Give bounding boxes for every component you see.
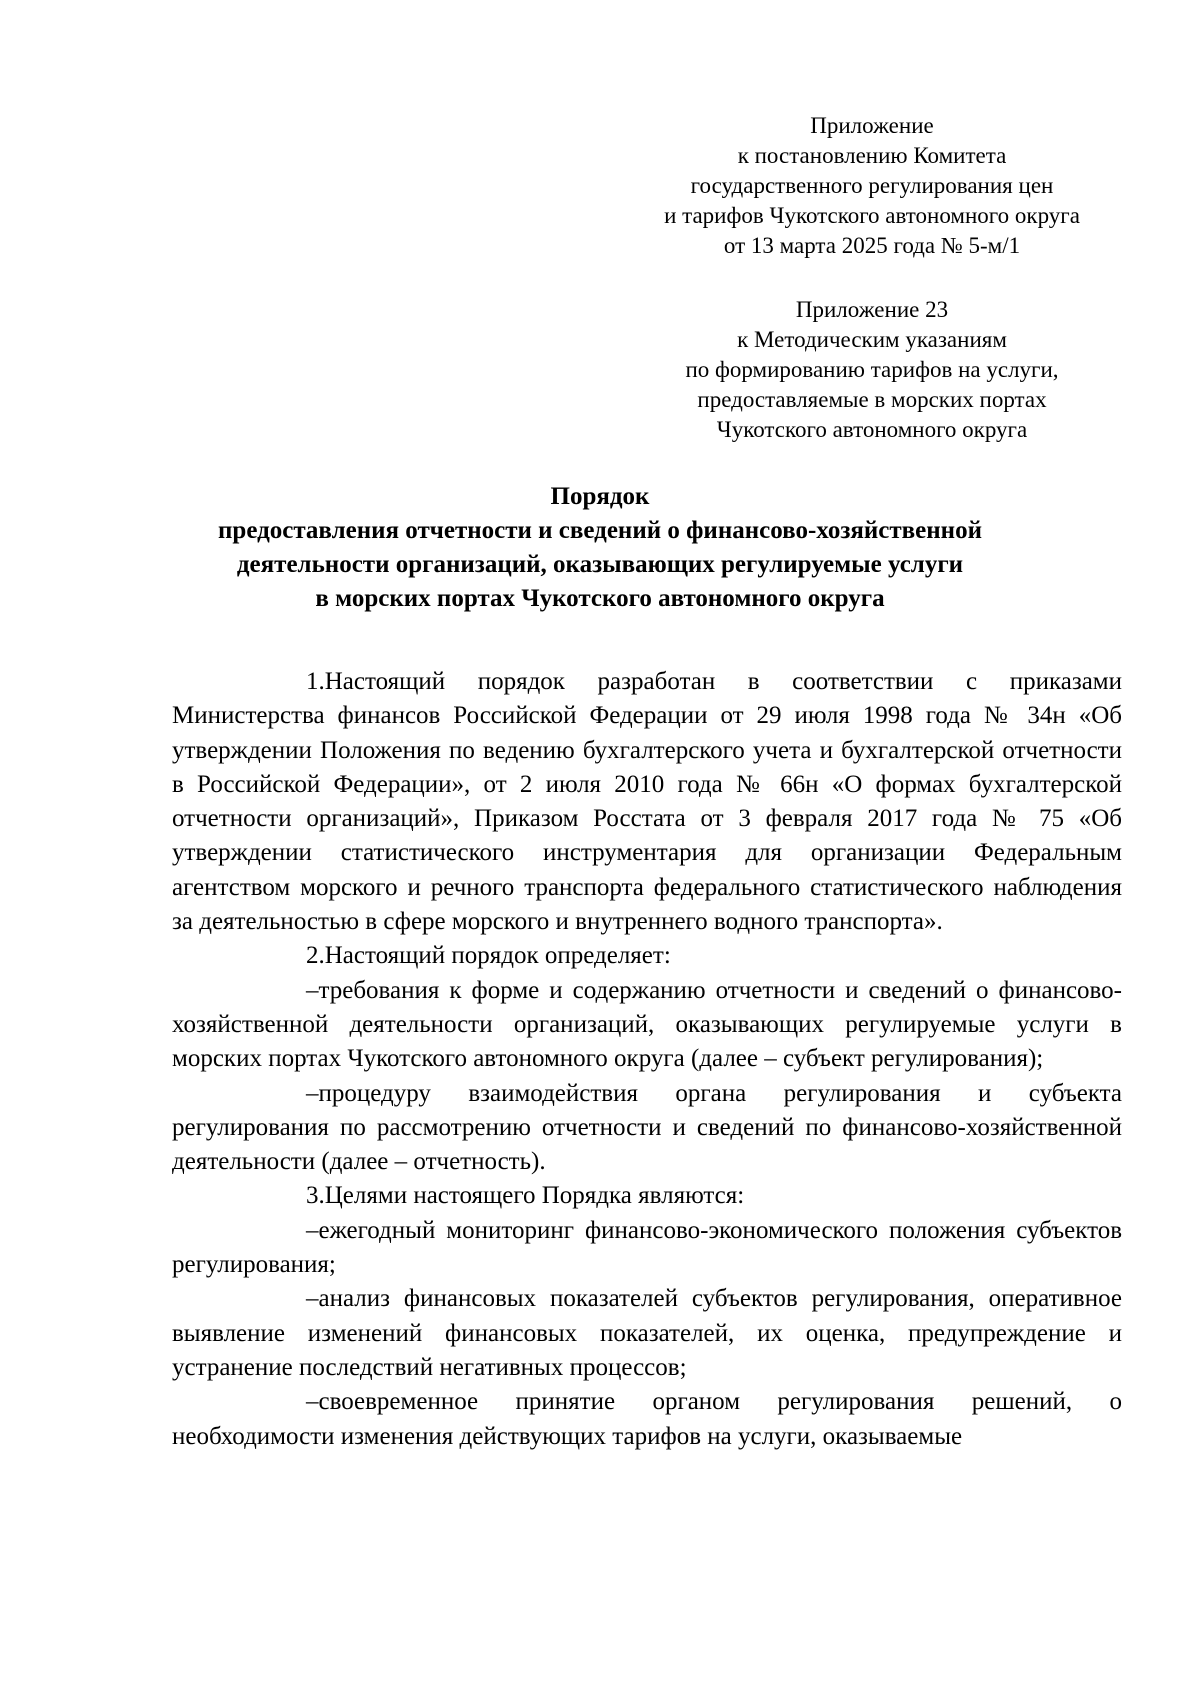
- list-item: [172, 1077, 1122, 1180]
- appendix-line: по формированию тарифов на услуги,: [685, 357, 1059, 382]
- list-item-text: ежегодный мониторинг финансово-экономического положения субъектов регулирования;: [172, 1216, 1122, 1279]
- paragraph-2: [172, 939, 1122, 973]
- paragraph-3: [172, 1179, 1122, 1213]
- title-line: Порядок: [550, 483, 650, 510]
- document-body: [172, 665, 1122, 1454]
- appendix-line: от 13 марта 2025 года № 5-м/1: [723, 233, 1021, 258]
- list-item: [172, 1282, 1122, 1385]
- paragraph-text: Настоящий порядок определяет:: [324, 942, 671, 970]
- dash-marker: –: [306, 1388, 319, 1416]
- dash-marker: –: [306, 1216, 319, 1244]
- appendix-line: и тарифов Чукотского автономного округа: [664, 203, 1080, 228]
- appendix-line: государственного регулирования цен: [690, 173, 1054, 198]
- list-item-text: требования к форме и содержанию отчетности и сведений о финансово-хозяйственной деятельности организаций, оказывающих регулируемые услуги в морских портах Чукотского автономного округа (далее – субъект регулирования);: [172, 976, 1122, 1073]
- appendix-line: Чукотского автономного округа: [716, 417, 1028, 442]
- document-title: [130, 480, 1070, 616]
- appendix-line: Приложение 23: [795, 297, 949, 322]
- dash-marker: –: [306, 976, 319, 1004]
- appendix-line: к Методическим указаниям: [737, 327, 1007, 352]
- paragraph-text: Целями настоящего Порядка являются:: [324, 1182, 745, 1210]
- title-line: в морских портах Чукотского автономного округа: [315, 585, 885, 612]
- list-item-text: своевременное принятие органом регулирования решений, о необходимости изменения действующих тарифов на услуги, оказываемые: [172, 1388, 1122, 1450]
- list-item: [172, 974, 1122, 1077]
- dash-marker: –: [306, 1285, 319, 1313]
- appendix-line: предоставляемые в морских портах: [697, 387, 1047, 412]
- title-line: деятельности организаций, оказывающих регулируемые услуги: [236, 551, 964, 578]
- list-item-text: анализ финансовых показателей субъектов регулирования, оперативное выявление изменений финансовых показателей, их оценка, предупреждение и устранение последствий негативных процессов;: [172, 1285, 1122, 1381]
- appendix-line: к постановлению Комитета: [737, 143, 1007, 168]
- list-item: [172, 1385, 1122, 1454]
- paragraph-1: [172, 665, 1122, 939]
- list-item-text: процедуру взаимодействия органа регулирования и субъекта регулирования по рассмотрению отчетности и сведений по финансово-хозяйственной деятельности (далее – отчетность).: [172, 1079, 1122, 1176]
- paragraph-text: Настоящий порядок разработан в соответствии с приказами Министерства финансов Российской Федерации от 29 июля 1998 года № 34н «Об утверждении Положения по ведению бухгалтерского учета и бухгалтерской отчетности в Российской Федерации», от 2 июля 2010 года № 66н «О формах бухгалтерской отчетности организаций», Приказом Росстата от 3 февраля 2017 года № 75 «Об утверждении статистического инструментария для организации Федеральным агентством морского и речного транспорта федерального статистического наблюдения за деятельностью в сфере морского и внутреннего водного транспорта».: [172, 668, 1122, 936]
- title-line: предоставления отчетности и сведений о финансово-хозяйственной: [218, 517, 982, 544]
- paragraph-number: 1.: [306, 668, 325, 695]
- paragraph-number: 2.: [306, 942, 325, 970]
- dash-marker: –: [306, 1079, 319, 1107]
- appendix-header-23: [612, 295, 1132, 445]
- appendix-header-main: [612, 111, 1132, 261]
- list-item: [172, 1214, 1122, 1283]
- paragraph-number: 3.: [306, 1182, 325, 1210]
- appendix-line: Приложение: [810, 113, 934, 138]
